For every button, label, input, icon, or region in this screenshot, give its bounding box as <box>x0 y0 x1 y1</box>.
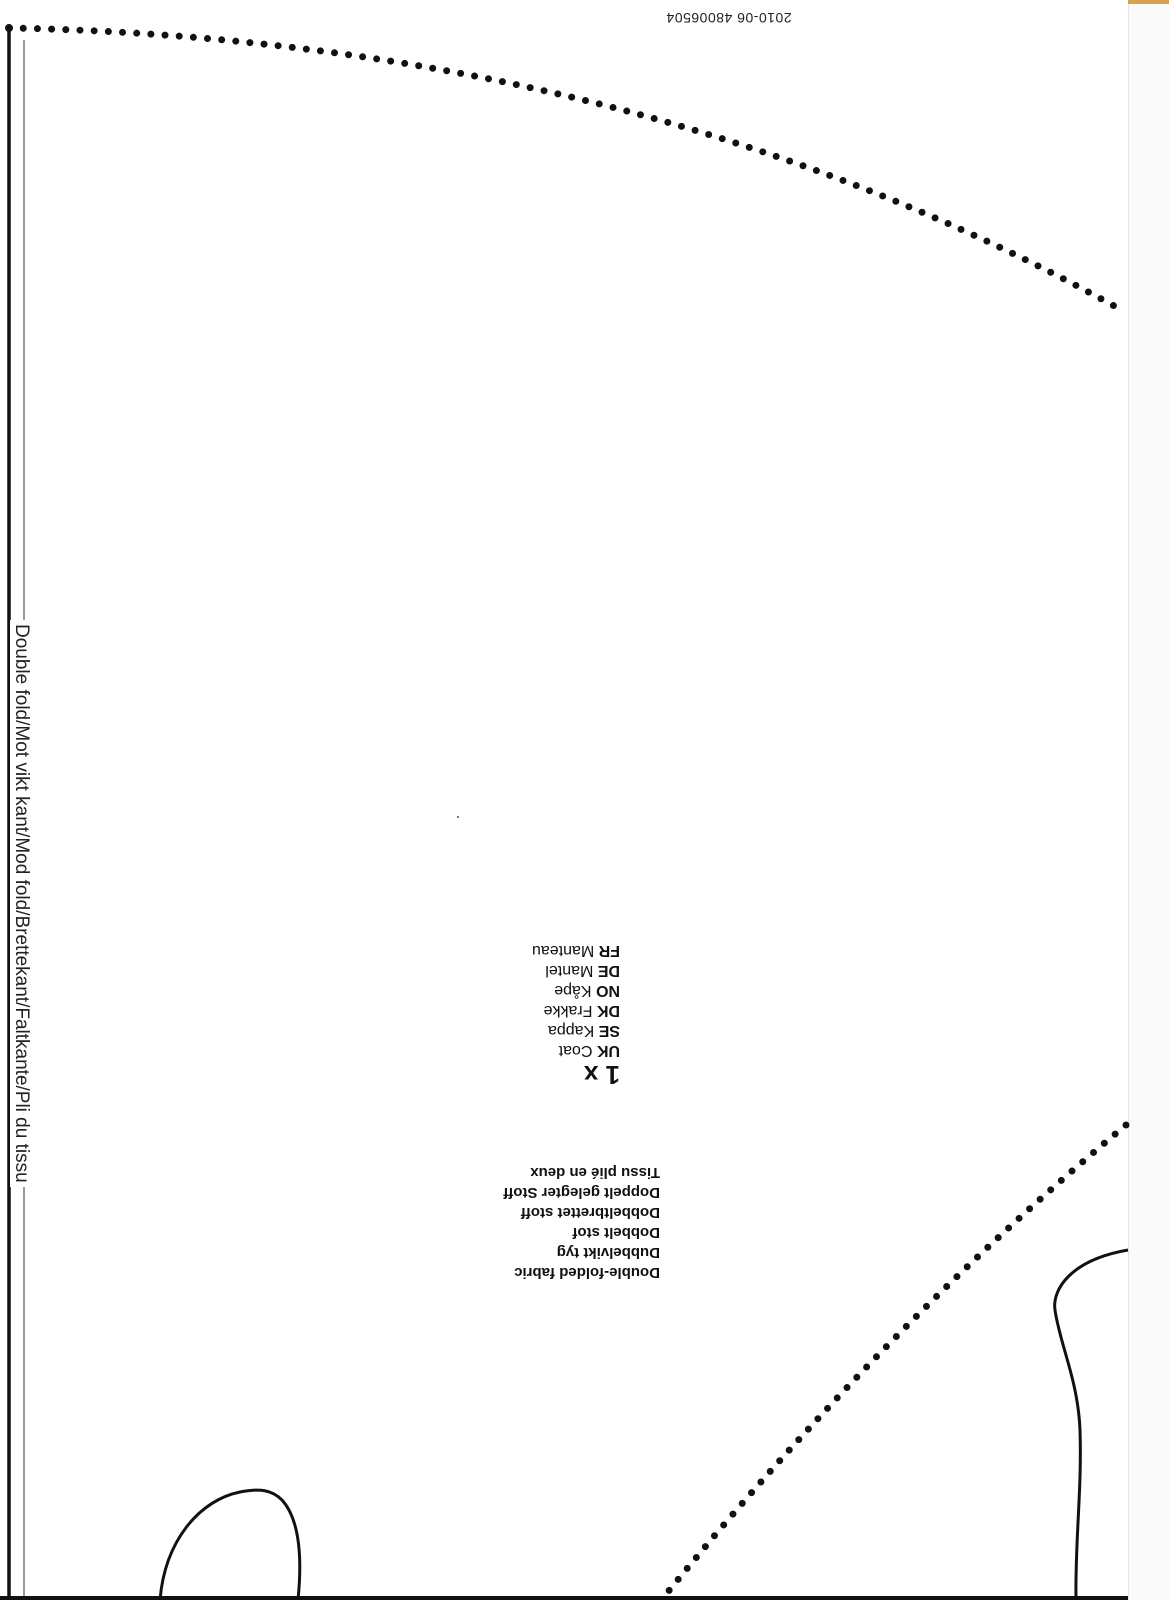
name-row: UK Coat <box>558 1042 620 1059</box>
fold-label: Double fold/Mot vikt kant/Mod fold/Brettekant/Faltkante/Pli du tissu <box>10 620 32 1187</box>
diagonal-dotted-line <box>663 1125 1126 1598</box>
fabric-line: Dobbeltbrettet stoff <box>520 1204 660 1221</box>
bottom-arch <box>160 1490 300 1600</box>
pocket-curve <box>1055 1250 1128 1600</box>
top-dotted-curve <box>9 28 1125 312</box>
fabric-line: Dubbelvikt tyg <box>556 1244 660 1261</box>
name-row: FR Manteau <box>531 942 620 959</box>
fabric-instructions <box>470 1162 660 1282</box>
garment-names <box>480 940 620 1090</box>
fabric-line: Tissu plié en deux <box>530 1164 660 1181</box>
fabric-line: Double-folded fabric <box>514 1264 660 1281</box>
name-row: NO Kåpe <box>554 982 620 999</box>
name-row: DE Mantel <box>545 962 620 979</box>
name-row: SE Kappa <box>547 1022 620 1039</box>
name-row: DK Frakke <box>543 1002 620 1019</box>
fabric-line: Doppelt gelegter Stoff <box>503 1184 660 1201</box>
quantity: 1 x <box>583 1060 620 1090</box>
scan-speck <box>457 816 459 818</box>
fabric-line: Dobbelt stof <box>572 1224 660 1241</box>
pattern-code: 2010-06 48006504 <box>666 10 792 26</box>
